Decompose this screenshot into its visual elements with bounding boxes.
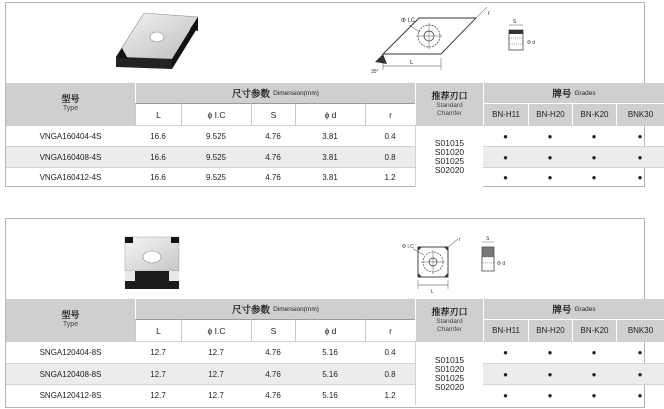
cell-r: 0.4 <box>365 341 415 363</box>
grade-dot: ● <box>483 384 528 405</box>
chamfer-code: S01020 <box>434 363 465 374</box>
l-label: L <box>410 60 414 66</box>
grade-header-bnk30: BNK30 <box>616 319 664 341</box>
l-label: L <box>431 289 434 295</box>
grade-dot: ● <box>528 125 572 146</box>
grade-dot: ● <box>483 146 528 167</box>
cell-r: 0.8 <box>365 146 415 167</box>
chamfer-codes <box>415 341 483 405</box>
col-header-l: L <box>135 103 181 125</box>
cell-r: 1.2 <box>365 167 415 187</box>
std-header-en2: Chamfer <box>437 325 462 333</box>
phi-d-label: Φ d <box>497 261 506 267</box>
vnga-spec-table <box>6 83 654 187</box>
cell-ic: 9.525 <box>181 167 251 187</box>
table-row-type: SNGA120412-8S <box>6 384 135 405</box>
vnga-illustration-area <box>6 3 644 83</box>
type-header-en: Type <box>62 105 79 112</box>
grade-header-bn-k20: BN-K20 <box>572 103 616 125</box>
grade-dot: ● <box>528 167 572 187</box>
grade-dot: ● <box>528 363 572 384</box>
grade-dot: ● <box>616 341 664 363</box>
grades-header-cn: 牌号 <box>552 89 572 100</box>
grades-header-en: Grades <box>574 89 596 97</box>
grade-header-bn-h20: BN-H20 <box>528 103 572 125</box>
grade-dot: ● <box>528 341 572 363</box>
cell-r: 0.4 <box>365 125 415 146</box>
cell-l: 12.7 <box>135 363 181 384</box>
type-header <box>6 299 135 341</box>
chamfer-codes <box>415 125 483 187</box>
col-header-d: ϕ d <box>295 319 365 341</box>
cell-ic: 12.7 <box>181 384 251 405</box>
cell-l: 16.6 <box>135 146 181 167</box>
col-header-ic: ϕ I.C <box>181 103 251 125</box>
chamfer-code: S02020 <box>434 164 465 175</box>
col-header-d: ϕ d <box>295 103 365 125</box>
vnga-insert-panel <box>5 2 654 187</box>
dimension-header-cn: 尺寸参数 <box>232 305 271 316</box>
cell-s: 4.76 <box>251 341 295 363</box>
grade-dot: ● <box>528 146 572 167</box>
grade-dot: ● <box>483 363 528 384</box>
cell-d: 3.81 <box>295 167 365 187</box>
chamfer-code: S01025 <box>434 372 465 383</box>
cell-l: 16.6 <box>135 125 181 146</box>
grades-header-cn: 牌号 <box>552 305 572 316</box>
table-row-type: VNGA160404-4S <box>6 125 135 146</box>
cell-ic: 9.525 <box>181 125 251 146</box>
standard-chamfer-header <box>415 299 483 341</box>
grades-header <box>483 299 664 319</box>
cell-r: 0.8 <box>365 363 415 384</box>
vnga-insert-image <box>106 7 206 77</box>
snga-spec-table <box>6 299 654 405</box>
grade-header-bn-h11: BN-H11 <box>483 103 528 125</box>
std-header-cn: 推荐刃口 <box>431 90 468 101</box>
ic-label: Φ I.C <box>402 244 414 250</box>
grade-dot: ● <box>572 363 616 384</box>
table-row-type: VNGA160408-4S <box>6 146 135 167</box>
chamfer-code: S01015 <box>434 354 465 365</box>
phi-d-label: Φ d <box>527 40 536 46</box>
std-header-en1: Standard <box>436 101 463 109</box>
chamfer-code: S01020 <box>434 146 465 157</box>
grade-dot: ● <box>483 341 528 363</box>
grade-dot: ● <box>616 363 664 384</box>
type-header <box>6 83 135 125</box>
angle-label: 35° <box>371 69 379 75</box>
std-header-en2: Chamfer <box>437 109 462 117</box>
grade-dot: ● <box>616 146 664 167</box>
vnga-technical-drawing <box>361 6 546 81</box>
table-row-type: SNGA120404-8S <box>6 341 135 363</box>
cell-s: 4.76 <box>251 167 295 187</box>
cell-ic: 12.7 <box>181 363 251 384</box>
grade-dot: ● <box>572 341 616 363</box>
col-header-l: L <box>135 319 181 341</box>
cell-d: 5.16 <box>295 384 365 405</box>
dimension-header-en: Dimension(mm) <box>273 89 319 97</box>
cell-s: 4.76 <box>251 363 295 384</box>
r-label: r <box>459 237 461 243</box>
col-header-s: S <box>251 103 295 125</box>
dimension-header-en: Dimension(mm) <box>273 305 319 313</box>
dimension-header <box>135 299 415 319</box>
chamfer-code: S01015 <box>434 137 465 148</box>
ic-label: Φ I.C <box>401 18 416 24</box>
grade-dot: ● <box>616 384 664 405</box>
standard-chamfer-header <box>415 83 483 125</box>
grade-dot: ● <box>483 167 528 187</box>
s-label: S <box>486 236 490 242</box>
grade-header-bnk30: BNK30 <box>616 103 664 125</box>
snga-illustration-area <box>6 219 644 299</box>
chamfer-code: S01025 <box>434 155 465 166</box>
std-header-cn: 推荐刃口 <box>431 306 468 317</box>
grades-header <box>483 83 664 103</box>
cell-l: 16.6 <box>135 167 181 187</box>
cell-s: 4.76 <box>251 125 295 146</box>
grade-dot: ● <box>572 146 616 167</box>
col-header-s: S <box>251 319 295 341</box>
cell-ic: 9.525 <box>181 146 251 167</box>
cell-s: 4.76 <box>251 384 295 405</box>
snga-insert-image <box>121 233 183 293</box>
type-header-cn: 型号 <box>61 94 80 104</box>
cell-l: 12.7 <box>135 341 181 363</box>
grade-dot: ● <box>483 125 528 146</box>
cell-ic: 12.7 <box>181 341 251 363</box>
cell-l: 12.7 <box>135 384 181 405</box>
cell-s: 4.76 <box>251 146 295 167</box>
snga-insert-panel <box>5 218 654 408</box>
grade-dot: ● <box>616 167 664 187</box>
std-header-en1: Standard <box>436 317 463 325</box>
snga-technical-drawing <box>398 227 523 297</box>
chamfer-code: S02020 <box>434 381 465 392</box>
grade-header-bn-h20: BN-H20 <box>528 319 572 341</box>
dimension-header <box>135 83 415 103</box>
grade-header-bn-h11: BN-H11 <box>483 319 528 341</box>
cell-d: 3.81 <box>295 125 365 146</box>
table-row-type: VNGA160412-4S <box>6 167 135 187</box>
grade-dot: ● <box>616 125 664 146</box>
grade-dot: ● <box>572 167 616 187</box>
grade-dot: ● <box>572 125 616 146</box>
grade-dot: ● <box>572 384 616 405</box>
r-label: r <box>488 11 490 17</box>
grade-header-bn-k20: BN-K20 <box>572 319 616 341</box>
cell-d: 3.81 <box>295 146 365 167</box>
grades-header-en: Grades <box>574 305 596 313</box>
col-header-r: r <box>365 319 415 341</box>
table-row-type: SNGA120408-8S <box>6 363 135 384</box>
type-header-en: Type <box>62 321 79 328</box>
cell-d: 5.16 <box>295 341 365 363</box>
type-header-cn: 型号 <box>61 310 80 320</box>
col-header-r: r <box>365 103 415 125</box>
dimension-header-cn: 尺寸参数 <box>232 89 271 100</box>
cell-d: 5.16 <box>295 363 365 384</box>
grade-dot: ● <box>528 384 572 405</box>
col-header-ic: ϕ I.C <box>181 319 251 341</box>
cell-r: 1.2 <box>365 384 415 405</box>
s-label: S <box>513 19 517 25</box>
